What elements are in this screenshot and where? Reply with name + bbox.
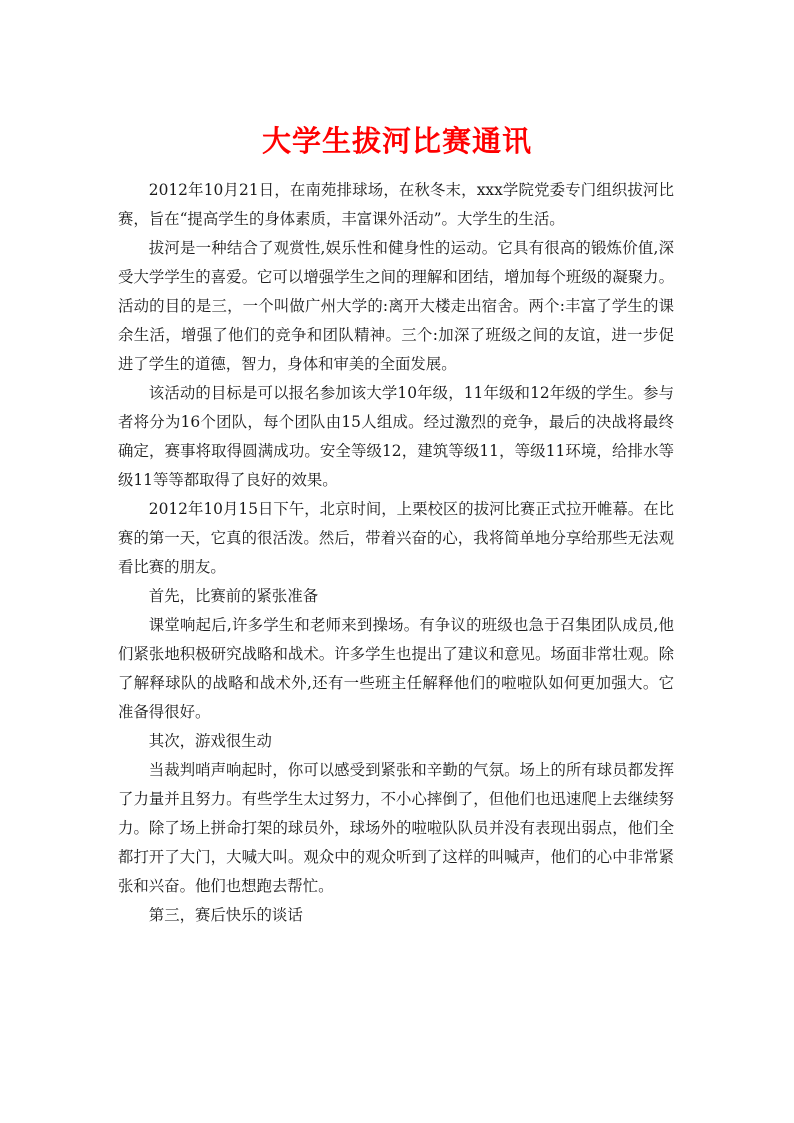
paragraph-preparation: 课堂响起后,许多学生和老师来到操场。有争议的班级也急于召集团队成员,他们紧张地积极研究战略和战术。许多学生也提出了建议和意见。场面非常壮观。除了解释球队的战略和战术外,还有一些班主任解释他们的啦啦队如何更加强大。它准备得很好。: [118, 616, 674, 721]
paragraph-opening: 2012年10月15日下午，北京时间，上栗校区的拔河比赛正式拉开帷幕。在比赛的第一天，它真的很活泼。然后，带着兴奋的心，我将简单地分享给那些无法观看比赛的朋友。: [118, 500, 674, 576]
section-heading-second: 其次，游戏很生动: [148, 732, 272, 750]
paragraph-game: 当裁判哨声响起时，你可以感受到紧张和辛勤的气氛。场上的所有球员都发挥了力量并且努力。有些学生太过努力，不小心摔倒了，但他们也迅速爬上去继续努力。除了场上拼命打架的球员外，球场外的啦啦队队员并没有表现出弱点，他们全都打开了大门，大喊大叫。观众中的观众听到了这样的叫喊声，他们的心中非常紧张和兴奋。他们也想跑去帮忙。: [118, 761, 674, 895]
paragraph-intro: 2012年10月21日，在南苑排球场，在秋冬末，xxx学院党委专门组织拔河比赛，旨在“提高学生的身体素质，丰富课外活动”。大学生的生活。: [118, 181, 674, 228]
document-body: [118, 176, 674, 930]
paragraph-tug-of-war-description: 拔河是一种结合了观赏性,娱乐性和健身性的运动。它具有很高的锻炼价值,深受大学学生的喜爱。它可以增强学生之间的理解和团结，增加每个班级的凝聚力。活动的目的是三，一个叫做广州大学的:离开大楼走出宿舍。两个:丰富了学生的课余生活，增强了他们的竞争和团队精神。三个:加深了班级之间的友谊，进一步促进了学生的道德，智力，身体和审美的全面发展。: [118, 239, 674, 373]
document-title: 大学生拔河比赛通讯: [261, 124, 532, 159]
section-heading-first: 首先，比赛前的紧张准备: [148, 587, 319, 605]
paragraph-participants: 该活动的目标是可以报名参加该大学10年级，11年级和12年级的学生。参与者将分为16个团队，每个团队由15人组成。经过激烈的竞争，最后的决战将最终确定，赛事将取得圆满成功。安全等级12，建筑等级11，等级11环境，给排水等级11等等都取得了良好的效果。: [118, 384, 674, 489]
section-heading-third: 第三，赛后快乐的谈话: [148, 906, 303, 924]
